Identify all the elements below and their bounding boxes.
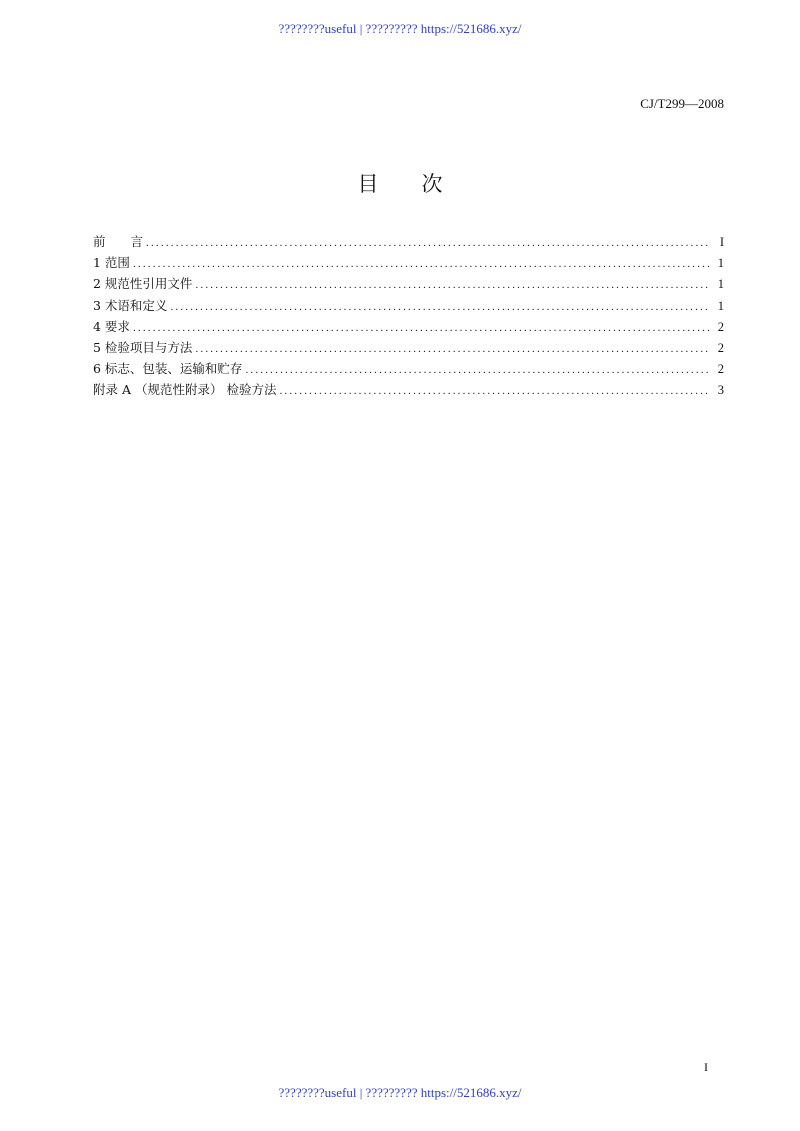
toc-item-label: 6 标志、包装、运输和贮存 [93, 361, 243, 377]
toc-item-page: 3 [717, 383, 724, 398]
toc-item-foreword[interactable] [93, 231, 724, 252]
toc-item-requirements[interactable] [93, 316, 724, 337]
toc-item-label: 2 规范性引用文件 [93, 276, 193, 292]
toc-item-page: 1 [717, 277, 724, 292]
toc-item-page: 1 [717, 298, 724, 313]
page-number: I [704, 1060, 708, 1074]
toc-item-normative-references[interactable] [93, 273, 724, 294]
toc-item-page: 2 [717, 340, 724, 355]
toc-item-page: 2 [717, 319, 724, 334]
toc-item-terms-definitions[interactable] [93, 295, 724, 316]
toc-item-annex-a[interactable] [93, 379, 724, 400]
toc-item-label: 5 检验项目与方法 [93, 339, 193, 355]
toc-item-label: 3 术语和定义 [93, 297, 168, 313]
toc-item-label: 附录 A （规范性附录） 检验方法 [93, 382, 277, 398]
toc-item-page: 2 [717, 362, 724, 377]
dot-leader [195, 275, 710, 296]
dot-leader [170, 297, 710, 318]
toc-item-label: 1 范围 [93, 255, 130, 271]
toc-item-label: 前 言 [93, 234, 144, 249]
standard-code: CJ/T299—2008 [640, 96, 724, 111]
toc-item-test-items-methods[interactable] [93, 337, 724, 358]
dot-leader [245, 360, 710, 381]
watermark-bottom: ????????useful | ????????? https://521686.xyz/ [278, 1085, 522, 1100]
toc-title: 目次 [357, 172, 486, 196]
toc-item-marking-packaging[interactable] [93, 358, 724, 379]
toc-item-page: I [719, 235, 724, 249]
toc-item-scope[interactable] [93, 252, 724, 273]
toc-item-page: 1 [717, 256, 724, 271]
dot-leader [279, 381, 710, 402]
toc-list [93, 231, 724, 401]
watermark-top: ????????useful | ????????? https://521686.xyz/ [278, 21, 522, 36]
toc-item-label: 4 要求 [93, 318, 130, 334]
dot-leader [146, 233, 710, 254]
dot-leader [133, 318, 710, 339]
dot-leader [195, 339, 710, 360]
dot-leader [133, 254, 710, 275]
